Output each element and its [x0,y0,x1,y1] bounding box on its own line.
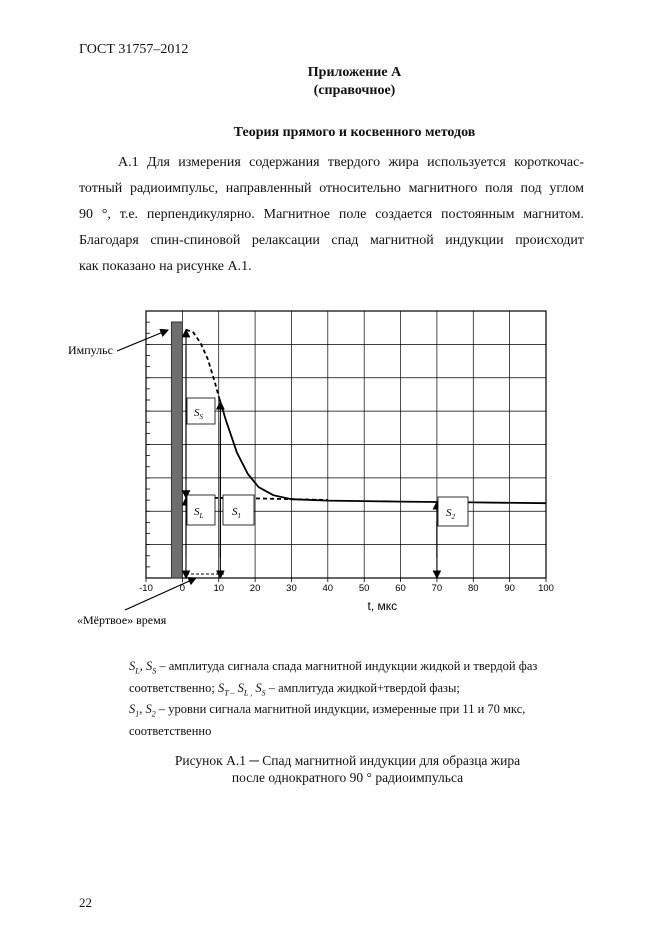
box-ss [187,398,215,424]
appendix-title: Приложение А [307,65,402,80]
appendix-subtitle: (справочное) [313,83,396,98]
svg-text:S1: $S_1$ [232,506,241,520]
x-tick-label: -10 [139,583,153,594]
x-tick-label: 80 [467,583,479,594]
pulse-label: Импульс [68,343,113,357]
x-tick-label: 30 [286,583,297,594]
x-tick-label: 70 [431,583,443,594]
paragraph-line: 90 °, т.е. перпендикулярно. Магнитное поле создается постоянным магнитом. [79,207,584,222]
svg-text:SS: $S_S$ [194,407,203,421]
x-tick-label: 10 [213,583,225,594]
box-sl [187,495,215,525]
box-s2 [438,497,468,526]
x-tick-label: 90 [504,583,515,594]
section-title: Теория прямого и косвенного методов [233,125,476,140]
box-s1 [223,495,254,525]
svg-text:SL: $S_L$ [194,506,204,520]
annotation-arrows [117,330,437,610]
x-tick-label: 50 [358,583,370,594]
x-tick-label: 0 [179,583,186,594]
x-tick-label: 60 [395,583,406,594]
pulse-arrow [117,330,168,351]
figure-caption: Рисунок А.1 ─ Спад магнитной индукции для образца жира после однократного 90 ° радиоимпульса [174,753,521,785]
chart-grid [146,311,546,578]
paragraph-line: тотный радиоимпульс, направленный относительно магнитного поля под углом [79,181,584,196]
x-tick-labels [139,578,554,594]
x-axis-label: t, мкс [367,599,398,613]
paragraph-line: как показано на рисунке А.1. [79,259,252,274]
paragraph-line: А.1 Для измерения содержания твердого жира используется короткочас- [118,155,584,170]
x-tick-label: 20 [249,583,261,594]
svg-text:S2: $S_2$ [446,507,455,521]
decay-curve-solid [219,396,546,503]
figure-notes: $S_L$, $S_S$ – амплитуда сигнала спада магнитной индукции жидкой и твердой фаз соответственно; $S_{T -}$ $S_{L ,}$ $S_S$ – амплитуда жидкой+твердой фазы; $S_1$, $S_2$ – уровни сигнала магнитной индукции, измеренные при 11 и 70 мкс, соответственно [129,659,538,738]
x-tick-label: 100 [538,583,554,594]
dead-time-arrow [125,578,196,610]
paragraph-line: Благодаря спин-спиновой релаксации спад магнитной индукции происходит [79,233,584,248]
x-tick-label: 40 [322,583,334,594]
dead-time-label: «Мёртвое» время [77,613,167,627]
pulse-bar [171,322,182,578]
document-code: ГОСТ 31757–2012 [79,42,189,57]
page-number: 22 [79,895,92,910]
decay-curve-dashed [186,330,219,397]
